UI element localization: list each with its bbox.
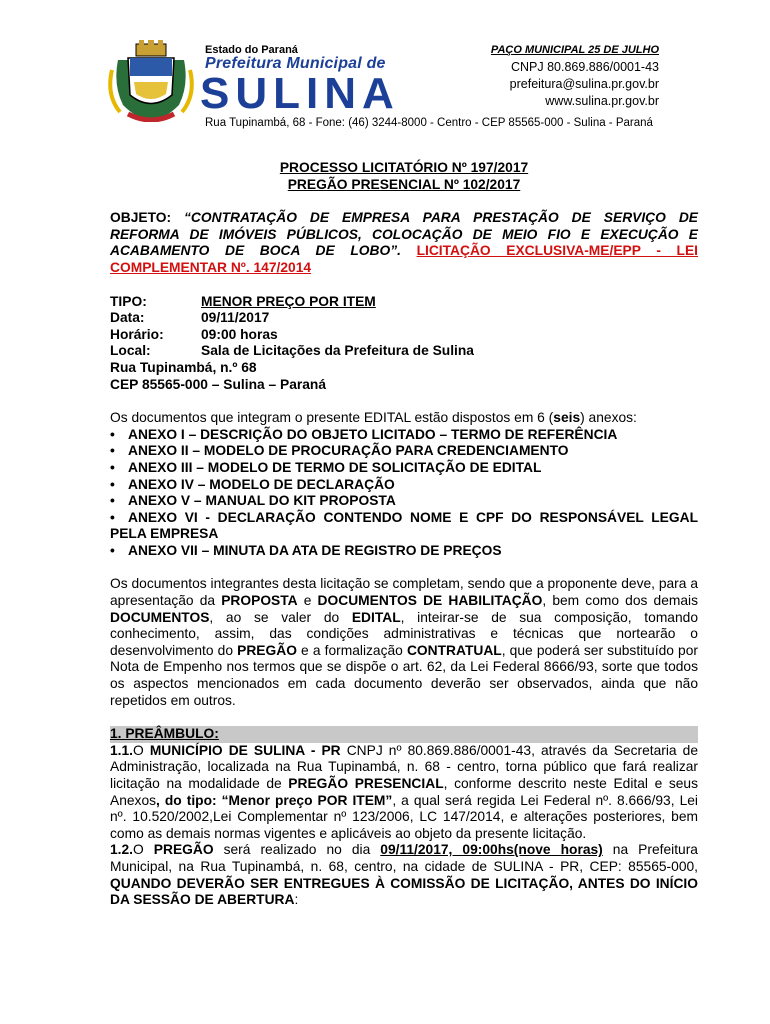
list-item: • ANEXO III – MODELO DE TERMO DE SOLICITAÇÃO DE EDITAL xyxy=(110,459,542,475)
city-logo: SULINA xyxy=(200,69,400,118)
info-key: Data: xyxy=(110,310,145,326)
info-row-local xyxy=(110,343,698,360)
info-key: Local: xyxy=(110,343,151,359)
document-titles xyxy=(110,160,698,193)
info-key: Horário: xyxy=(110,326,164,342)
list-item: • ANEXO II – MODELO DE PROCURAÇÃO PARA CREDENCIAMENTO xyxy=(110,443,569,459)
info-row-data xyxy=(110,310,698,327)
pregao-title: PREGÃO PRESENCIAL Nº 102/2017 xyxy=(287,176,521,192)
annex-intro xyxy=(110,410,698,427)
website-link[interactable]: www.sulina.pr.gov.br xyxy=(545,94,659,108)
annex-label: ANEXO VII – MINUTA DA ATA DE REGISTRO DE PREÇOS xyxy=(128,542,502,558)
info-value: 09/11/2017 xyxy=(201,310,270,326)
annex-label: ANEXO VI - DECLARAÇÃO CONTENDO NOME E CPF DO RESPONSÁVEL LEGAL PELA EMPRESA xyxy=(110,509,698,542)
annex-label: ANEXO I – DESCRIÇÃO DO OBJETO LICITADO – TERMO DE REFERÊNCIA xyxy=(128,426,618,442)
letterhead-address: Rua Tupinambá, 68 - Fone: (46) 3244-8000 - Centro - CEP 85565-000 - Sulina - Paraná xyxy=(205,117,653,129)
email-link[interactable]: prefeitura@sulina.pr.gov.br xyxy=(509,77,659,91)
list-item: • ANEXO IV – MODELO DE DECLARAÇÃO xyxy=(110,476,395,492)
address-line-2: CEP 85565-000 – Sulina – Paraná xyxy=(110,376,327,392)
cnpj: CNPJ 80.869.886/0001-43 xyxy=(510,60,659,74)
objeto-paragraph xyxy=(110,210,698,276)
annex-label: ANEXO V – MANUAL DO KIT PROPOSTA xyxy=(128,493,396,509)
section-heading-preambulo: 1. PREÂMBULO: xyxy=(110,726,698,743)
annex-list xyxy=(110,427,698,560)
annex-label: ANEXO IV – MODELO DE DECLARAÇÃO xyxy=(128,476,395,492)
info-block xyxy=(110,294,698,394)
objeto-text: “CONTRATAÇÃO DE EMPRESA PARA PRESTAÇÃO DE SERVIÇO DE REFORMA DE IMÓVEIS PÚBLICOS, COLOCAÇÃO DE MEIO FIO E EXECUÇÃO E ACABAMENTO DE BOCA DE LOBO”. xyxy=(110,210,698,259)
info-row-tipo xyxy=(110,294,698,311)
objeto-label: OBJETO: xyxy=(110,210,172,226)
info-key: TIPO: xyxy=(110,293,147,309)
list-item: • ANEXO VII – MINUTA DA ATA DE REGISTRO DE PREÇOS xyxy=(110,542,502,558)
annex-intro-end: ) anexos: xyxy=(580,410,637,426)
contact-block xyxy=(491,42,659,110)
documents-paragraph: Os documentos integrantes desta licitação se completam, sendo que a proponente deve, para a apresentação da PROPOSTA e DOCUMENTOS DE HABILITAÇÃO, bem como dos demais DOCUMENTOS, ao se valer do EDITAL, inteirar-se de sua composição, tomando conhecimento, assim, das condições administrativas e técnicas que nortearão o desenvolvimento do PREGÃO e a formalização CONTRATUAL, que poderá ser substituído por Nota de Empenho nos termos que se dispõe o art. 62, da Lei Federal 8666/93, sorte que todos os aspectos mencionados em cada documento deverão ser observados, ainda que não repetidos em outros. xyxy=(110,576,699,708)
document-body xyxy=(110,160,698,909)
annex-count: seis xyxy=(553,410,581,426)
prefeitura-name: Prefeitura Municipal de xyxy=(205,55,386,72)
clause-1-1: 1.1.O MUNICÍPIO DE SULINA - PR CNPJ nº 80.869.886/0001-43, através da Secretaria de Administração, localizada na Rua Tupinambá, n. 68 - centro, torna público que fará realizar licitação na modalidade de PREGÃO PRESENCIAL, conforme descrito neste Edital e seus Anexos, do tipo: “Menor preço POR ITEM”, a qual será regida Lei Federal nº. 8.666/93, Lei nº. 10.520/2002,Lei Complementar nº 123/2006, LC 147/2014, e alterações posteriores, bem como as demais normas vigentes e aplicáveis ao objeto da presente licitação. xyxy=(110,742,698,841)
info-value: Sala de Licitações da Prefeitura de Sulina xyxy=(201,343,474,359)
state-name: Estado do Paraná xyxy=(205,44,298,56)
info-value: MENOR PREÇO POR ITEM xyxy=(201,293,376,309)
annex-intro-text: Os documentos que integram o presente EDITAL estão dispostos em 6 ( xyxy=(110,410,554,426)
annex-label: ANEXO III – MODELO DE TERMO DE SOLICITAÇÃO DE EDITAL xyxy=(128,459,542,475)
address-line-1: Rua Tupinambá, n.º 68 xyxy=(110,359,257,375)
info-value: 09:00 horas xyxy=(201,326,278,342)
letterhead xyxy=(0,0,770,140)
list-item: • ANEXO VI - DECLARAÇÃO CONTENDO NOME E CPF DO RESPONSÁVEL LEGAL PELA EMPRESA xyxy=(110,509,698,542)
municipal-crest-icon xyxy=(108,40,194,122)
list-item: • ANEXO I – DESCRIÇÃO DO OBJETO LICITADO – TERMO DE REFERÊNCIA xyxy=(110,426,618,442)
clause-1-2: 1.2.O PREGÃO será realizado no dia 09/11/2017, 09:00hs(nove horas) na Prefeitura Municipal, na Rua Tupinambá, n. 68, centro, na cidade de SULINA - PR, CEP: 85565-000, QUANDO DEVERÃO SER ENTREGUES À COMISSÃO DE LICITAÇÃO, ANTES DO INÍCIO DA SESSÃO DE ABERTURA: xyxy=(110,842,698,908)
list-item: • ANEXO V – MANUAL DO KIT PROPOSTA xyxy=(110,493,396,509)
paco-municipal: PAÇO MUNICIPAL 25 DE JULHO xyxy=(490,44,659,56)
exclusive-notice: LICITAÇÃO EXCLUSIVA-ME/EPP - LEI COMPLEMENTAR Nº. 147/2014 xyxy=(110,243,699,275)
info-row-horario xyxy=(110,327,698,344)
annex-label: ANEXO II – MODELO DE PROCURAÇÃO PARA CREDENCIAMENTO xyxy=(128,443,569,459)
process-title: PROCESSO LICITATÓRIO Nº 197/2017 xyxy=(279,160,529,175)
